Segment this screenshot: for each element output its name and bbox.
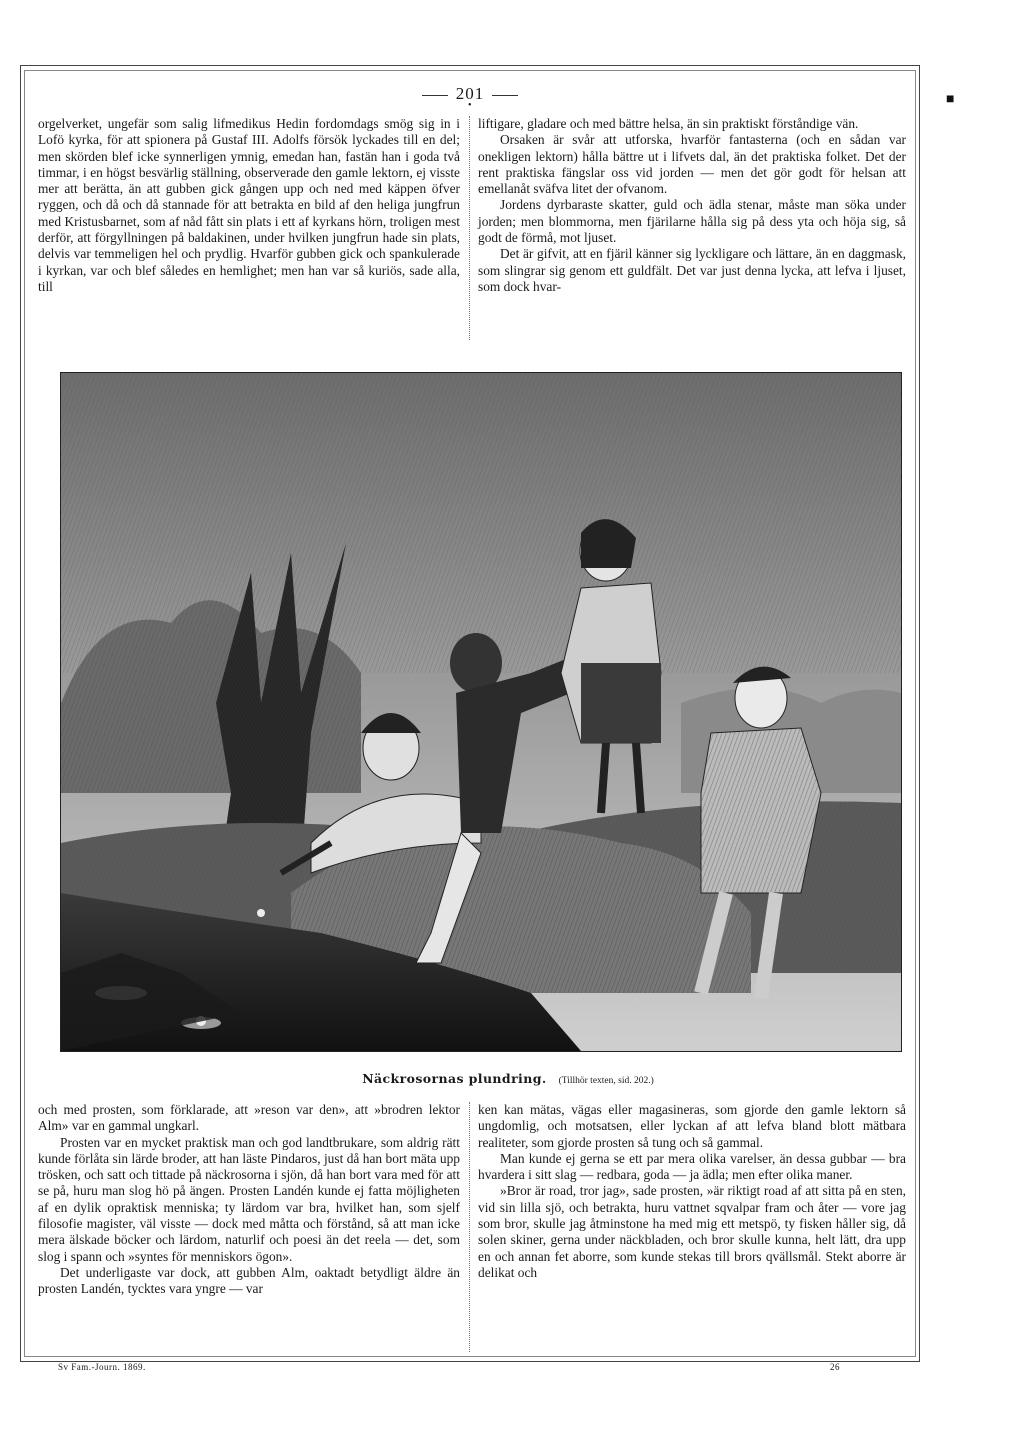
dot-mark: • (468, 100, 472, 111)
top-right-column (478, 116, 906, 295)
footer-journal: Sv Fam.-Journ. 1869. (58, 1362, 146, 1372)
caption-title: Näckrosornas plundring. (362, 1071, 547, 1086)
paragraph: »Bror är road, tror jag», sade prosten, »är riktigt road af att sitta på en sten, vid sin lilla sjö, och betrakta, huru vattnet sqvalpar fram och åter — vore jag som bror, skulle jag åtminstone ha med mig ett metspö, ty fisken håller sig, då solen skiner, gerna under näckbladen, och bror skulle kunna, helt lätt, dra upp en och annan fet aborre, som kunde stekas till brors qvällsmål. Stekt aborre är delikat och (478, 1183, 906, 1280)
paragraph: Det underligaste var dock, att gubben Alm, oaktadt betydligt äldre än prosten Landén, tycktes vara yngre — var (38, 1264, 460, 1297)
bottom-left-column (38, 1102, 460, 1298)
paragraph: Orsaken är svår att utforska, hvarför fantasterna (och en sådan var onekligen lektorn) hålla bättre ut i lifvets dal, än det praktiska folket. Det der rent praktiska fängslar oss vid jorden — men det gör godt för helsan att emellanåt sväfva litet der ofvanom. (478, 132, 906, 197)
engraving-illustration (60, 372, 902, 1052)
paragraph: orgelverket, ungefär som salig lifmedikus Hedin fordomdags smög sig in i Lofö kyrka, för att spionera på Gustaf III. Adolfs försök lyckades till en del; men skörden blef icke synnerligen ymnig, emedan han, fastän han i goda två timmar, i en högst besvärlig ställning, observerade den gamle lektorn, ej visste mer att berätta, än att gubben gick gången upp och ned med käppen öfver ryggen, och då och då stannade för att betrakta en bild af den heliga jungfrun med Kristusbarnet, som af nåd fått sin plats i ett af kyrkans hörn, troligen mest derför, att förgyllningen på baldakinen, under hvilken jungfrun hade sin plats, delvis var temmeligen hel och prydlig. Hvarför gubben gick och spankulerade i kyrkan, var och blef således en hemlighet; men han var så kuriös, sade alla, till (38, 116, 460, 294)
paragraph: Prosten var en mycket praktisk man och god landtbrukare, som aldrig rätt kunde förlåta sin lärde broder, att han läste Pindaros, just då han bort mäta upp trösken, och satt och tittade på näckrosorna i sjön, då han bort vara med för att se på, huru man slog hö på ängen. Prosten Landén kunde ej fatta möjligheten af en dylik opraktisk menniska; ty lärdom var bra, hvilket han, som sjelf filosofie magister, väl visste — dock med måtta och förstånd, så att man icke mera älskade böcker och lärdom, naturlif och poesi än det reela — det, som slog i spann och »syntes för menniskors ögon». (38, 1134, 460, 1264)
top-left-column (38, 116, 460, 295)
paragraph: ken kan mätas, vägas eller magasineras, som gjorde den gamle lektorn så ungdomlig, och motsatsen, eller lyckan af att lefva bland blott mätbara realiteter, som gjorde prosten så tung och så gammal. (478, 1102, 906, 1150)
corner-mark: ■ (946, 92, 955, 107)
paragraph: Jordens dyrbaraste skatter, guld och ädla stenar, måste man söka under jorden; men blommorna, men fjärilarne hålla sig på dess yta och höja sig, så godt de förmå, mot ljuset. (478, 197, 906, 246)
paragraph: liftigare, gladare och med bättre helsa, än sin praktiskt förståndige vän. (478, 116, 859, 131)
footer-signature: 26 (830, 1362, 840, 1372)
paragraph: Man kunde ej gerna se ett par mera olika varelser, än dessa gubbar — bra hvardera i sitt slag — redbara, goda — ja ädla; men efter olika maner. (478, 1150, 906, 1183)
paragraph: och med prosten, som förklarade, att »reson var den», att »brodren lektor Alm» var en gammal ungkarl. (38, 1102, 460, 1134)
paragraph: Det är gifvit, att en fjäril känner sig lyckligare och lättare, än en daggmask, som slingrar sig genom ett guldfält. Det var just denna lycka, att lefva i ljuset, som dock hvar- (478, 246, 906, 294)
illustration-caption (0, 1070, 1016, 1088)
column-divider (469, 1102, 470, 1352)
bottom-right-column (478, 1102, 906, 1281)
page-number: 201 (410, 84, 530, 104)
engraving-image (61, 373, 901, 1051)
caption-reference: (Tillhör texten, sid. 202.) (558, 1076, 654, 1086)
column-divider (469, 116, 470, 340)
